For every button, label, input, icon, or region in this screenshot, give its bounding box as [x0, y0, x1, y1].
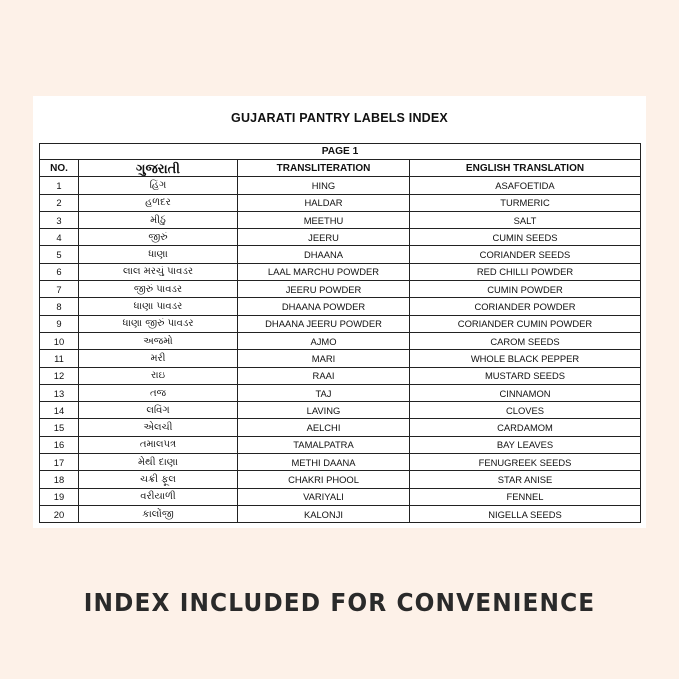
cell-no: 17	[40, 454, 79, 471]
column-header-english: ENGLISH TRANSLATION	[410, 160, 641, 177]
table-row	[40, 194, 641, 211]
cell-no: 1	[40, 177, 79, 194]
cell-transliteration: HALDAR	[238, 194, 410, 211]
cell-gujarati: રાઇ	[79, 367, 238, 384]
cell-gujarati: લાલ મરચું પાવડર	[79, 263, 238, 280]
cell-transliteration: VARIYALI	[238, 488, 410, 505]
cell-transliteration: KALONJI	[238, 505, 410, 522]
cell-english: CORIANDER SEEDS	[410, 246, 641, 263]
document-title: GUJARATI PANTRY LABELS INDEX	[231, 111, 448, 125]
cell-no: 12	[40, 367, 79, 384]
cell-transliteration: DHAANA JEERU POWDER	[238, 315, 410, 332]
cell-english: CORIANDER POWDER	[410, 298, 641, 315]
cell-gujarati: કાલોંજી	[79, 505, 238, 522]
cell-transliteration: LAAL MARCHU POWDER	[238, 263, 410, 280]
table-row	[40, 177, 641, 194]
table-row	[40, 315, 641, 332]
cell-no: 14	[40, 402, 79, 419]
table-row	[40, 384, 641, 401]
table-row	[40, 281, 641, 298]
cell-no: 10	[40, 332, 79, 349]
cell-english: FENNEL	[410, 488, 641, 505]
cell-gujarati: ધાણા	[79, 246, 238, 263]
cell-transliteration: LAVING	[238, 402, 410, 419]
cell-no: 13	[40, 384, 79, 401]
cell-no: 6	[40, 263, 79, 280]
cell-gujarati: અજમો	[79, 332, 238, 349]
cell-english: MUSTARD SEEDS	[410, 367, 641, 384]
table-row	[40, 246, 641, 263]
cell-no: 2	[40, 194, 79, 211]
cell-english: CUMIN SEEDS	[410, 229, 641, 246]
cell-gujarati: તમાલપત્ર	[79, 436, 238, 453]
table-row	[40, 419, 641, 436]
cell-gujarati: મેથી દાણા	[79, 454, 238, 471]
cell-gujarati: જીરું	[79, 229, 238, 246]
index-sheet	[33, 96, 646, 528]
cell-gujarati: ધાણા જીરું પાવડર	[79, 315, 238, 332]
table-row	[40, 211, 641, 228]
column-header-row	[40, 160, 641, 177]
table-row	[40, 488, 641, 505]
table-row	[40, 436, 641, 453]
cell-transliteration: RAAI	[238, 367, 410, 384]
cell-transliteration: MEETHU	[238, 211, 410, 228]
table-row	[40, 229, 641, 246]
cell-transliteration: CHAKRI PHOOL	[238, 471, 410, 488]
cell-english: ASAFOETIDA	[410, 177, 641, 194]
table-row	[40, 350, 641, 367]
cell-transliteration: MARI	[238, 350, 410, 367]
table-row	[40, 454, 641, 471]
cell-english: NIGELLA SEEDS	[410, 505, 641, 522]
page-label: PAGE 1	[40, 144, 641, 160]
cell-gujarati: હિંગ	[79, 177, 238, 194]
column-header-transliteration: TRANSLITERATION	[238, 160, 410, 177]
cell-transliteration: METHI DAANA	[238, 454, 410, 471]
cell-no: 11	[40, 350, 79, 367]
cell-transliteration: HING	[238, 177, 410, 194]
cell-gujarati: ચક્રી ફૂલ	[79, 471, 238, 488]
cell-english: SALT	[410, 211, 641, 228]
cell-no: 7	[40, 281, 79, 298]
cell-gujarati: તજ	[79, 384, 238, 401]
cell-english: STAR ANISE	[410, 471, 641, 488]
cell-english: FENUGREEK SEEDS	[410, 454, 641, 471]
cell-english: BAY LEAVES	[410, 436, 641, 453]
page-header-row	[40, 144, 641, 160]
cell-transliteration: DHAANA	[238, 246, 410, 263]
table-body	[40, 177, 641, 523]
cell-no: 4	[40, 229, 79, 246]
cell-no: 9	[40, 315, 79, 332]
cell-transliteration: TAJ	[238, 384, 410, 401]
cell-english: CINNAMON	[410, 384, 641, 401]
cell-gujarati: એલચી	[79, 419, 238, 436]
cell-no: 15	[40, 419, 79, 436]
cell-transliteration: TAMALPATRA	[238, 436, 410, 453]
cell-no: 3	[40, 211, 79, 228]
column-header-no: NO.	[40, 160, 79, 177]
cell-gujarati: જીરું પાવડર	[79, 281, 238, 298]
cell-no: 8	[40, 298, 79, 315]
cell-transliteration: JEERU	[238, 229, 410, 246]
cell-transliteration: AJMO	[238, 332, 410, 349]
cell-english: RED CHILLI POWDER	[410, 263, 641, 280]
table-row	[40, 332, 641, 349]
cell-no: 16	[40, 436, 79, 453]
cell-no: 18	[40, 471, 79, 488]
cell-gujarati: ધાણા પાવડર	[79, 298, 238, 315]
cell-gujarati: હળદર	[79, 194, 238, 211]
table-row	[40, 298, 641, 315]
footer-caption: INDEX INCLUDED FOR CONVENIENCE	[83, 588, 596, 617]
cell-no: 19	[40, 488, 79, 505]
cell-gujarati: લવિંગ	[79, 402, 238, 419]
cell-english: CLOVES	[410, 402, 641, 419]
cell-transliteration: DHAANA POWDER	[238, 298, 410, 315]
cell-english: CORIANDER CUMIN POWDER	[410, 315, 641, 332]
cell-english: CAROM SEEDS	[410, 332, 641, 349]
cell-english: WHOLE BLACK PEPPER	[410, 350, 641, 367]
table-row	[40, 367, 641, 384]
cell-english: CUMIN POWDER	[410, 281, 641, 298]
cell-gujarati: મરી	[79, 350, 238, 367]
table-row	[40, 471, 641, 488]
cell-no: 5	[40, 246, 79, 263]
table-row	[40, 263, 641, 280]
cell-english: TURMERIC	[410, 194, 641, 211]
cell-english: CARDAMOM	[410, 419, 641, 436]
cell-transliteration: AELCHI	[238, 419, 410, 436]
cell-gujarati: વરીયાળી	[79, 488, 238, 505]
table-row	[40, 402, 641, 419]
cell-gujarati: મીઠું	[79, 211, 238, 228]
labels-index-table	[39, 143, 641, 523]
cell-no: 20	[40, 505, 79, 522]
cell-transliteration: JEERU POWDER	[238, 281, 410, 298]
column-header-gujarati: ગુજરાતી	[79, 160, 238, 177]
table-row	[40, 505, 641, 522]
